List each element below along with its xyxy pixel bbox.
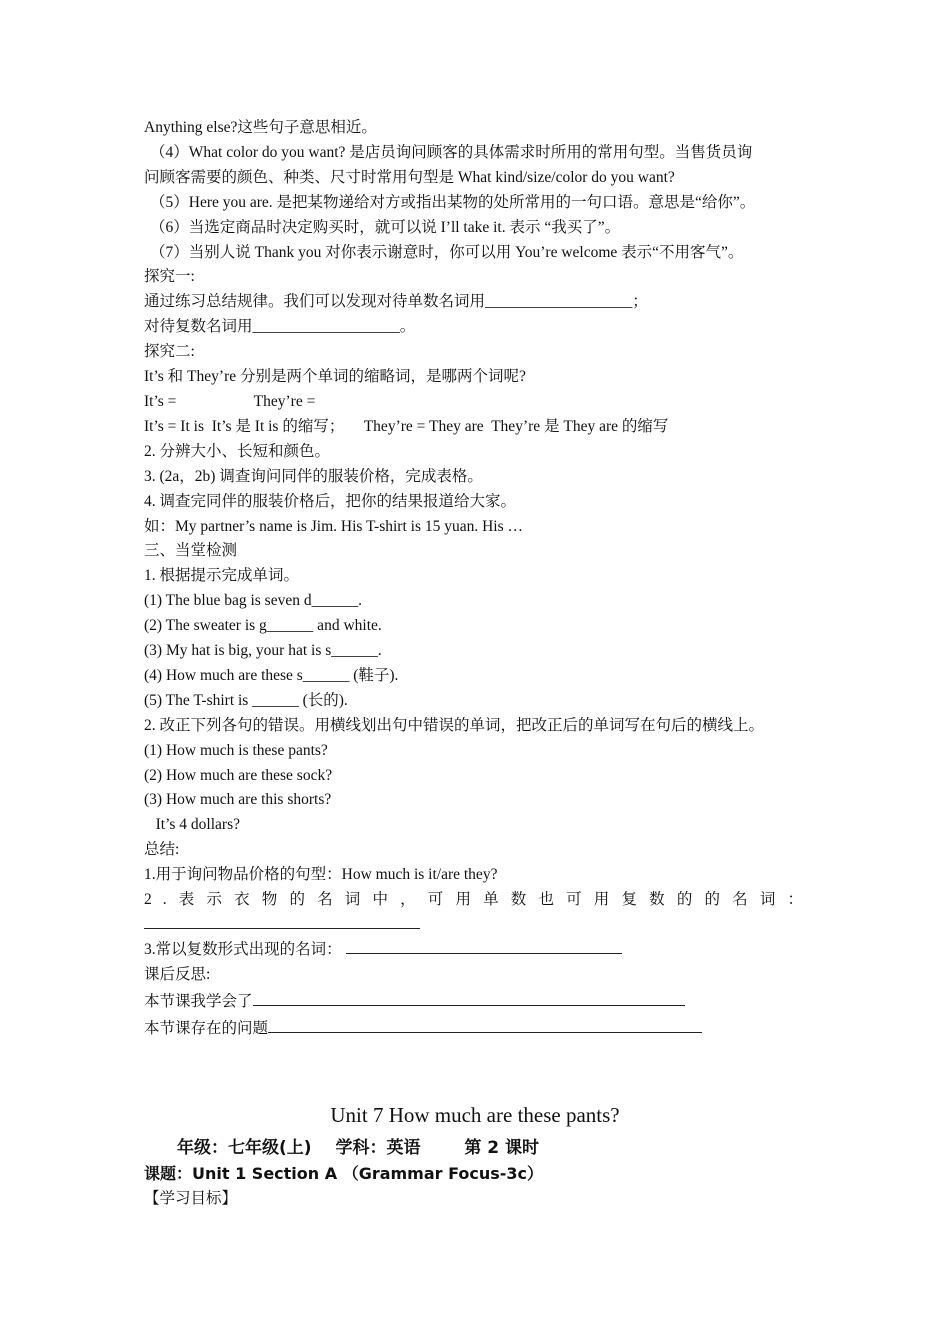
section-label: 探究二: [144, 343, 195, 361]
section-label: 探究一: [144, 268, 195, 286]
section-heading: 三、当堂检测 [144, 542, 238, 560]
text-line: Anything else?这些句子意思相近。 [144, 119, 377, 136]
text-line: 3. (2a，2b) 调查询问同伴的服装价格，完成表格。 [144, 467, 483, 485]
grade-label: 年级：七年级(上) [177, 1137, 312, 1158]
text-line: 2. 分辨大小、长短和颜色。 [144, 442, 331, 460]
text-line: 4. 调查完同伴的服装价格后，把你的结果报道给大家。 [144, 492, 517, 510]
period-label: 第 2 课时 [464, 1137, 540, 1158]
text-line: It’s = It is It’s 是 It is 的缩写； They’re = They are They’re 是 They are 的缩写 [144, 417, 669, 435]
exercise-item: (2) How much are these sock? [144, 766, 333, 784]
answer-line [253, 991, 685, 1006]
exercise-heading: 1. 根据提示完成单词。 [144, 567, 300, 585]
exercise-item: (4) How much are these s______ (鞋子). [144, 666, 399, 684]
exercise-heading: 2. 改正下列各句的错误。用横线划出句中错误的单词，把改正后的单词写在句后的横线上。 [144, 716, 765, 734]
lesson-topic: 课题：Unit 1 Section A （Grammar Focus-3c） [144, 1163, 544, 1183]
section-label: 总结: [144, 841, 180, 859]
exercise-item: (3) How much are this shorts? [144, 791, 332, 809]
exercise-item: It’s 4 dollars? [144, 816, 240, 834]
text-line: （7）当别人说 Thank you 对你表示谢意时，你可以用 You’re welcome 表示“不用客气”。 [150, 243, 744, 261]
section-label: 课后反思: [144, 965, 211, 983]
document-page [144, 116, 814, 1211]
text-line: 问顾客需要的颜色、种类、尺寸时常用句型是 What kind/size/color do you want? [144, 168, 675, 186]
exercise-item: (1) How much is these pants? [144, 741, 328, 759]
subject-label: 学科：英语 [335, 1137, 421, 1158]
text-line: 通过练习总结规律。我们可以发现对待单数名词用___________________； [144, 293, 648, 311]
lesson-info [144, 1136, 814, 1161]
text-line: （5）Here you are. 是把某物递给对方或指出某物的处所常用的一句口语。意思是“给你”。 [150, 193, 756, 211]
summary-item: 3.常以复数形式出现的名词： [144, 938, 814, 963]
text-line: （6）当选定商品时决定购买时，就可以说 I’ll take it. 表示 “我买了”。 [150, 218, 621, 236]
exercise-item: (1) The blue bag is seven d______. [144, 592, 362, 610]
answer-line [144, 913, 814, 938]
reflection-item: 本节课我学会了 [144, 988, 814, 1015]
exercise-item: (3) My hat is big, your hat is s______. [144, 642, 382, 660]
text-line: It’s 和 They’re 分别是两个单词的缩略词，是哪两个词呢? [144, 368, 526, 386]
summary-item: 2.表示衣物的名词中，可用单数也可用复数的的名词： [144, 891, 814, 909]
answer-line [346, 939, 622, 954]
exercise-item: (2) The sweater is g______ and white. [144, 617, 382, 635]
objective-heading: 【学习目标】 [144, 1189, 238, 1207]
text-line: （4）What color do you want? 是店员询问顾客的具体需求时所用的常用句型。当售货员询 [150, 143, 753, 161]
text-line: 如：My partner’s name is Jim. His T-shirt is 15 yuan. His … [144, 517, 524, 535]
exercise-item: (5) The T-shirt is ______ (长的). [144, 691, 348, 709]
summary-item: 1.用于询问物品价格的句型：How much is it/are they? [144, 866, 498, 884]
reflection-item: 本节课存在的问题 [144, 1015, 814, 1042]
answer-line [268, 1018, 702, 1033]
text-line: 对待复数名词用___________________。 [144, 318, 416, 336]
text-line: It’s = They’re = [144, 392, 316, 410]
unit-title: Unit 7 How much are these pants? [330, 1102, 620, 1127]
